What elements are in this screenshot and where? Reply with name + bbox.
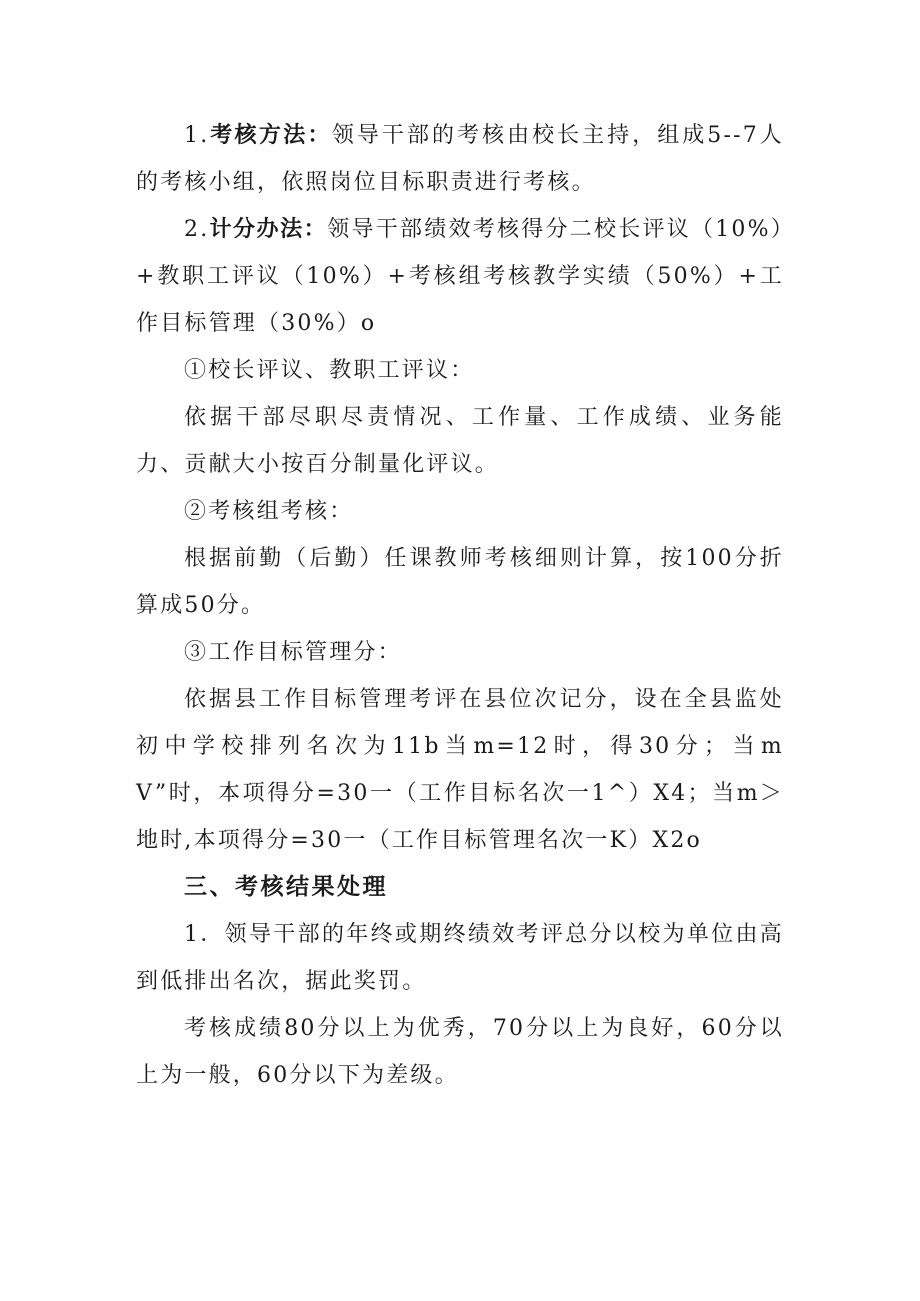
section3-paragraph-1: 1．领导干部的年终或期终绩效考评总分以校为单位由高到低排出名次，据此奖罚。 [136, 922, 784, 994]
sub2-title: ②考核组考核： [184, 499, 354, 524]
section3-heading: 三、考核结果处理 [184, 874, 388, 900]
section3-paragraph-2: 考核成绩80分以上为优秀，70分以上为良好，60分以上为一般，60分以下为差级。 [136, 1016, 784, 1088]
sub1-text: 依据干部尽职尽责情况、工作量、工作成绩、业务能力、贡献大小按百分制量化评议。 [136, 405, 784, 477]
item1-lead: 考核方法： [209, 123, 332, 148]
item1-number: 1. [184, 123, 210, 148]
item2-lead: 计分办法： [209, 217, 328, 242]
sub3-text: 依据县工作目标管理考评在县位次记分，设在全县监处初中学校排列名次为11b当m=12时，得30分；当mV”时，本项得分=30一（工作目标名次一1^）X4；当m＞地时,本项得分=30一（工作目标管理名次一K）X2o [136, 687, 784, 853]
item2-number: 2. [184, 217, 210, 242]
item1-text: 领导干部的考核由校长主持，组成5--7人的考核小组，依照岗位目标职责进行考核。 [136, 123, 784, 195]
sub3-title: ③工作目标管理分： [184, 640, 402, 665]
item2-text: 领导干部绩效考核得分二校长评议（10%）+教职工评议（10%）+考核组考核教学实绩（50%）+工作目标管理（30%）o [136, 217, 784, 336]
sub2-text: 根据前勤（后勤）任课教师考核细则计算，按100分折算成50分。 [136, 546, 784, 618]
item1-paragraph [136, 112, 784, 206]
item2-paragraph [136, 206, 784, 347]
sub1-title: ①校长评议、教职工评议： [184, 358, 475, 383]
